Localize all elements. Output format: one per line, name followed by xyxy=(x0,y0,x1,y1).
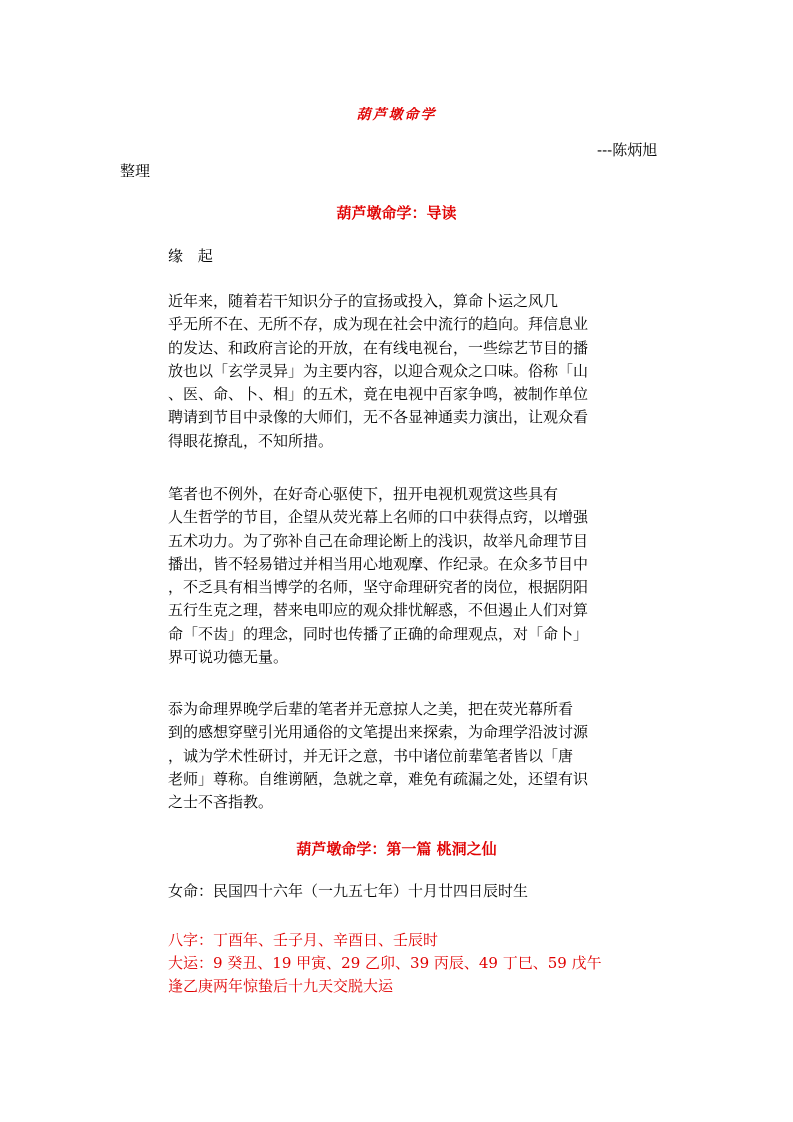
text-line: ，诚为学术性研讨，并无讦之意，书中诸位前辈笔者皆以「唐 xyxy=(168,746,574,765)
text-line: 乎无所不在、无所不存，成为现在社会中流行的趋向。拜信息业 xyxy=(168,315,589,334)
text-line: 得眼花撩乱，不知所措。 xyxy=(168,431,334,450)
author-line-continuation: 整理 xyxy=(120,162,151,180)
text-line: 五术功力。为了弥补自己在命理论断上的浅识，故举凡命理节目 xyxy=(168,531,589,550)
text-line: 笔者也不例外，在好奇心驱使下，扭开电视机观赏这些具有 xyxy=(168,485,559,503)
text-line: 近年来，随着若干知识分子的宣扬或投入，算命卜运之风几 xyxy=(168,292,559,310)
text-line: 五行生克之理，替来电叩应的观众排忧解惑，不但遏止人们对算 xyxy=(168,601,589,620)
section-heading-chapter-1: 葫芦墩命学：第一篇 桃洞之仙 xyxy=(296,840,497,858)
text-line: 播出，皆不轻易错过并相当用心地观摩、作纪录。在众多节目中 xyxy=(168,554,589,573)
text-line: 界可说功德无量。 xyxy=(168,648,289,667)
dayun-line-continuation: 逢乙庚两年惊蛰后十九天交脱大运 xyxy=(168,977,394,995)
text-line: 放也以「玄学灵异」为主要内容，以迎合观众之口味。俗称「山 xyxy=(168,361,589,380)
text-line: ，不乏具有相当博学的名师，坚守命理研究者的岗位，根据阴阳 xyxy=(168,578,589,597)
text-line: 的发达、和政府言论的开放，在有线电视台，一些综艺节目的播 xyxy=(168,338,589,357)
text-line: 人生哲学的节目，企望从荧光幕上名师的口中获得点窍，以增强 xyxy=(168,508,589,527)
text-line: 命「不齿」的理念，同时也传播了正确的命理观点，对「命卜」 xyxy=(168,624,589,643)
author-line: ---陈炳旭 xyxy=(597,141,658,159)
section-heading-intro: 葫芦墩命学：导读 xyxy=(336,204,457,222)
paragraph-1 xyxy=(168,290,588,453)
paragraph-2 xyxy=(168,483,588,669)
text-line: 到的感想穿壁引光用通俗的文笔提出来探索，为命理学沿波讨源 xyxy=(168,723,589,742)
bazi-line: 八字：丁酉年、壬子月、辛酉日、壬辰时 xyxy=(168,931,439,949)
birth-info-line: 女命：民国四十六年（一九五七年）十月廿四日辰时生 xyxy=(168,882,529,900)
paragraph-3 xyxy=(168,698,588,814)
dayun-line: 大运：9 癸丑、19 甲寅、29 乙卯、39 丙辰、49 丁巳、59 戊午 xyxy=(168,954,602,972)
text-line: 聘请到节目中录像的大师们，无不各显神通卖力演出，让观众看 xyxy=(168,408,589,427)
document-title: 葫芦墩命学 xyxy=(356,107,437,123)
text-line: 、医、命、卜、相」的五术，竟在电视中百家争鸣，被制作单位 xyxy=(168,385,589,404)
text-line: 之士不吝指教。 xyxy=(168,793,274,812)
subheading-origin: 缘 起 xyxy=(168,247,218,265)
text-line: 老师」尊称。自维谫陋，急就之章，难免有疏漏之处，还望有识 xyxy=(168,769,589,788)
text-line: 忝为命理界晚学后辈的笔者并无意掠人之美，把在荧光幕所看 xyxy=(168,700,574,718)
